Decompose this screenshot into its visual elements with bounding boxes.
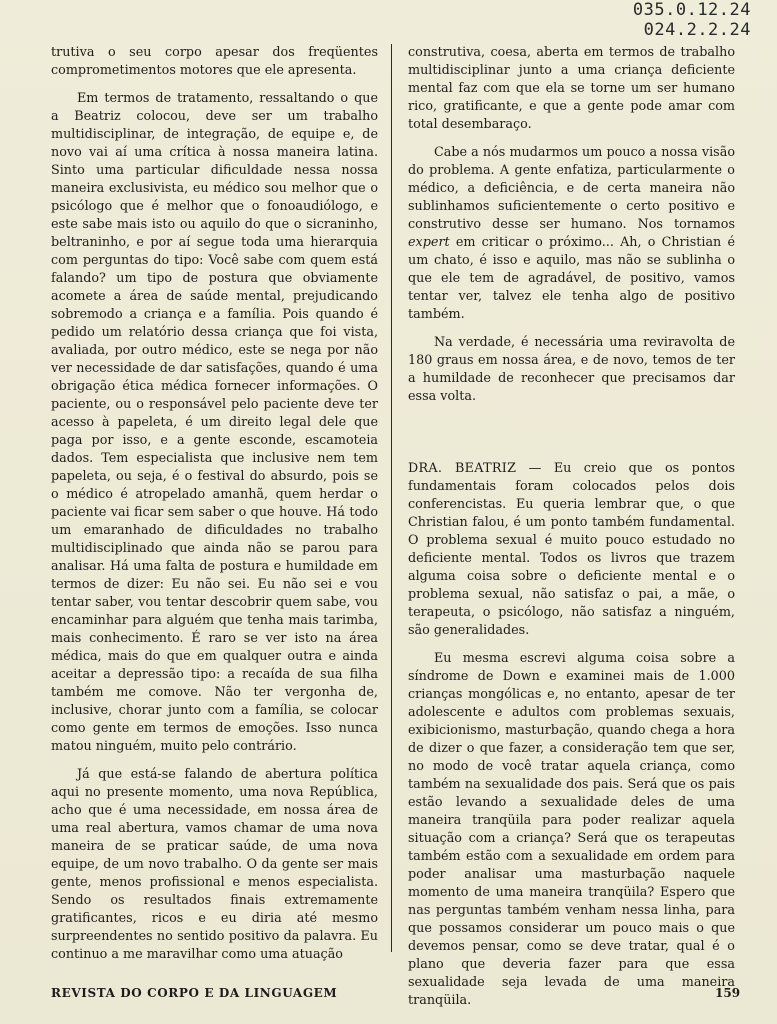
right-column xyxy=(408,44,735,1010)
right-paragraph-2-start: Cabe a nós mudarmos um pouco a nossa visão do problema. A gente enfatiza, particularmente o médico, a deficiência, e de certa maneira não sublinhamos suficientemente o certo positivo e construtivo desse ser humano. Nos tornamos xyxy=(408,145,735,232)
speaker-text: — Eu creio que os pontos fundamentais foram colocados pelos dois conferencistas. Eu queria lembrar que, o que Christian falou, é um ponto também fundamental. O problema sexual é muito pouco estudado no deficiente mental. Todos os livros que trazem alguma coisa sobre o deficiente mental e o problema sexual, não satisfaz o pai, a mãe, o terapeuta, o psicólogo, não satisfaz a ninguém, são generalidades. xyxy=(408,461,735,638)
right-paragraph-4 xyxy=(408,460,735,640)
column-divider xyxy=(391,44,392,952)
right-paragraph-1: construtiva, coesa, aberta em termos de trabalho multidisciplinar junto a uma criança deficiente mental faz com que ela se torne um ser humano rico, gratificante, e que a gente pode amar com total desembaraço. xyxy=(408,45,735,132)
journal-title: REVISTA DO CORPO E DA LINGUAGEM xyxy=(51,986,338,1000)
right-paragraph-2 xyxy=(408,144,735,324)
right-paragraph-2-end: em criticar o próximo... Ah, o Christian é um chato, é isso e aquilo, mas não se sublinha o que ele tem de agradável, de positivo, vamos tentar ver, talvez ele tenha algo de positivo também. xyxy=(408,235,735,322)
page-number: 159 xyxy=(715,986,741,1000)
left-paragraph-1: trutiva o seu corpo apesar dos freqüentes comprometimentos motores que ele apresenta. xyxy=(51,45,378,78)
archive-stamp xyxy=(633,0,751,40)
speaker-name: DRA. BEATRIZ xyxy=(408,461,517,476)
speaker-block xyxy=(408,460,735,1010)
left-paragraph-3: Já que está-se falando de abertura política aqui no presente momento, uma nova República, acho que é uma necessidade, em nossa área de uma real abertura, vamos chamar de uma nova maneira de se praticar saúde, de uma nova equipe, de um novo trabalho. O da gente ser mais gente, menos profissional e menos especialista. Sendo os resultados finais extremamente gratificantes, ricos e eu diria até mesmo surpreendentes no sentido positivo da palavra. Eu continuo a me maravilhar como uma atuação xyxy=(51,767,378,962)
right-paragraph-5: Eu mesma escrevi alguma coisa sobre a síndrome de Down e examinei mais de 1.000 crianças mongólicas e, no entanto, apesar de ter adolescente e adultos com problemas sexuais, exibicionismo, masturbação, quando chega a hora de dizer o que fazer, a consideração tem que ser, no modo de você tratar aquela criança, como também na sexualidade dos pais. Será que os pais estão levando a sexualidade deles de uma maneira tranqüila para poder realizar aquela situação com a criança? Será que os terapeutas também estão com a sexualidade em ordem para poder analisar uma masturbação naquele momento de uma maneira tranqüila? Espero que nas perguntas também venham nessa linha, para que possamos considerar um pouco mais o que devemos pensar, como se deve tratar, qual é o plano que deveria fazer para que essa sexualidade seja levada de uma maneira tranqüila. xyxy=(408,651,735,1008)
stamp-line-2: 024.2.2.24 xyxy=(643,20,751,40)
italic-word-expert: expert xyxy=(408,235,450,250)
left-paragraph-2: Em termos de tratamento, ressaltando o que a Beatriz colocou, deve ser um trabalho multidisciplinar, de integração, de equipe e, de novo vai aí uma crítica à nossa maneira latina. Sinto uma particular dificuldade nessa nossa maneira exclusivista, eu médico sou melhor que o psicólogo que é melhor que o fonoaudiólogo, e este sabe mais isto ou aquilo do que o sicraninho, beltraninho, e por aí segue toda uma hierarquia com perguntas do tipo: Você sabe com quem está falando? um tipo de postura que obviamente acomete a área de saúde mental, prejudicando sobremodo a criança e a família. Pois quando é pedido um relatório dessa criança que foi vista, avaliada, por outro médico, este se nega por não ver necessidade de dar satisfações, quando é uma obrigação ética médica fornecer informações. O paciente, ou o responsável pelo paciente deve ter acesso à papeleta, é um direito legal dele que paga por isso, e a gente esconde, escamoteia dados. Tem especialista que inclusive nem tem papeleta, ou seja, é o festival do absurdo, pois se o médico é atropelado amanhã, quem herdar o paciente vai ficar sem saber o que houve. Há todo um emaranhado de dificuldades no trabalho multidisciplinado que ainda não se parou para analisar. Há uma falta de postura e humildade em termos de dizer: Eu não sei. Eu não sei e vou tentar saber, vou tentar descobrir quem sabe, vou encaminhar para alguém que tenha mais tarimba, mais conhecimento. É raro se ver isto na área médica, mais do que em qualquer outra e ainda aceitar a depressão tipo: a recaída de sua filha também me comove. Não ter vergonha de, inclusive, chorar junto com a família, se colocar como gente em termos de emoções. Isso nunca matou ninguém, muito pelo contrário. xyxy=(51,91,378,754)
stamp-line-1: 035.0.12.24 xyxy=(632,0,751,20)
left-column xyxy=(51,44,378,964)
right-paragraph-3: Na verdade, é necessária uma reviravolta de 180 graus em nossa área, e de novo, temos de ter a humildade de reconhecer que precisamos dar essa volta. xyxy=(408,335,735,404)
